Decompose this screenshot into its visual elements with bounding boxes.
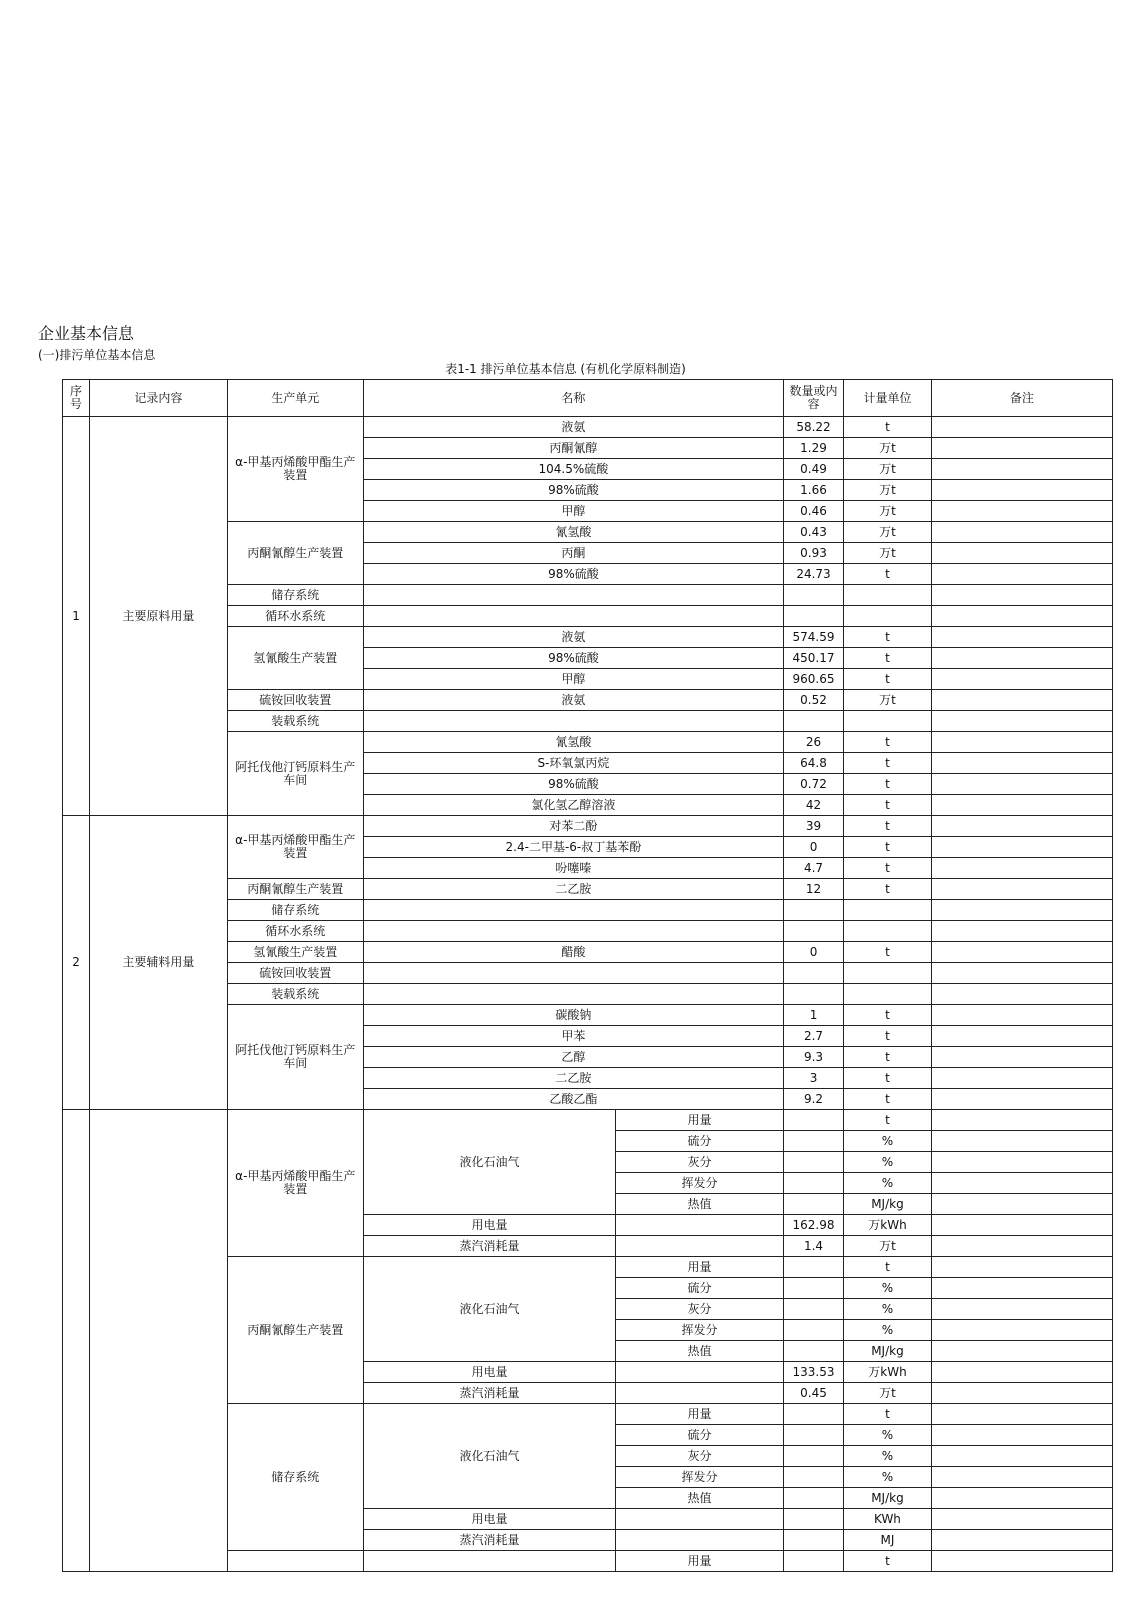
production-unit: 丙酮氰醇生产装置 (227, 1257, 363, 1404)
measure-unit-cell: t (844, 795, 931, 816)
section-subtitle: (一)排污单位基本信息 (38, 348, 156, 362)
section-seq: 2 (63, 816, 90, 1110)
info-table (62, 379, 1113, 1572)
measure-unit-cell: t (844, 1551, 931, 1572)
remark-cell (931, 1131, 1112, 1152)
fuel-name: 液化石油气 (364, 1257, 616, 1362)
quantity-cell: 574.59 (783, 627, 843, 648)
measure-unit-cell: 万t (844, 522, 931, 543)
material-name (364, 921, 784, 942)
measure-unit-cell: % (844, 1173, 931, 1194)
fuel-item: 用量 (616, 1551, 784, 1572)
remark-cell (931, 1551, 1112, 1572)
remark-cell (931, 1152, 1112, 1173)
quantity-cell (783, 984, 843, 1005)
measure-unit-cell: t (844, 1089, 931, 1110)
quantity-cell: 2.7 (783, 1026, 843, 1047)
remark-cell (931, 1005, 1112, 1026)
quantity-cell (783, 1446, 843, 1467)
quantity-cell: 64.8 (783, 753, 843, 774)
quantity-cell: 0.49 (783, 459, 843, 480)
remark-cell (931, 1215, 1112, 1236)
quantity-cell (783, 1299, 843, 1320)
section-record: 主要辅料用量 (90, 816, 227, 1110)
remark-cell (931, 1509, 1112, 1530)
remark-cell (931, 1110, 1112, 1131)
table-row (63, 417, 1113, 438)
measure-unit-cell: 万kWh (844, 1362, 931, 1383)
measure-unit-cell: t (844, 732, 931, 753)
material-name (364, 984, 784, 1005)
measure-unit-cell: t (844, 879, 931, 900)
table-row (63, 816, 1113, 837)
material-name: 甲醇 (364, 501, 784, 522)
page-title: 企业基本信息 (38, 324, 135, 343)
quantity-cell: 0.43 (783, 522, 843, 543)
measure-unit-cell: 万t (844, 543, 931, 564)
remark-cell (931, 795, 1112, 816)
quantity-cell: 162.98 (783, 1215, 843, 1236)
material-name: 丙酮氰醇 (364, 438, 784, 459)
material-name: 甲醇 (364, 669, 784, 690)
fuel-item: 硫分 (616, 1278, 784, 1299)
production-unit: 储存系统 (227, 585, 363, 606)
quantity-cell: 0.93 (783, 543, 843, 564)
fuel-item: 挥发分 (616, 1467, 784, 1488)
measure-unit-cell (844, 984, 931, 1005)
remark-cell (931, 1530, 1112, 1551)
material-name (364, 711, 784, 732)
remark-cell (931, 1026, 1112, 1047)
quantity-cell (783, 1341, 843, 1362)
material-name: 对苯二酚 (364, 816, 784, 837)
remark-cell (931, 1362, 1112, 1383)
remark-cell (931, 606, 1112, 627)
section-record: 主要原料用量 (90, 417, 227, 816)
remark-cell (931, 879, 1112, 900)
quantity-cell: 58.22 (783, 417, 843, 438)
remark-cell (931, 900, 1112, 921)
quantity-cell: 1.4 (783, 1236, 843, 1257)
energy-item: 用电量 (364, 1215, 616, 1236)
measure-unit-cell: t (844, 837, 931, 858)
fuel-item: 灰分 (616, 1299, 784, 1320)
energy-item-blank (616, 1362, 784, 1383)
material-name: 98%硫酸 (364, 774, 784, 795)
production-unit: 阿托伐他汀钙原料生产车间 (227, 732, 363, 816)
remark-cell (931, 837, 1112, 858)
measure-unit-cell: t (844, 858, 931, 879)
quantity-cell: 0.46 (783, 501, 843, 522)
fuel-item: 硫分 (616, 1425, 784, 1446)
quantity-cell (783, 963, 843, 984)
remark-cell (931, 1446, 1112, 1467)
quantity-cell (783, 1152, 843, 1173)
quantity-cell: 1.29 (783, 438, 843, 459)
fuel-item: 热值 (616, 1194, 784, 1215)
measure-unit-cell: t (844, 627, 931, 648)
production-unit (227, 1551, 363, 1572)
remark-cell (931, 1194, 1112, 1215)
energy-item-blank (616, 1509, 784, 1530)
fuel-item: 用量 (616, 1404, 784, 1425)
quantity-cell (783, 585, 843, 606)
material-name: 二乙胺 (364, 1068, 784, 1089)
remark-cell (931, 1089, 1112, 1110)
fuel-item: 热值 (616, 1488, 784, 1509)
material-name: 液氨 (364, 627, 784, 648)
production-unit: 储存系统 (227, 1404, 363, 1551)
energy-item-blank (616, 1383, 784, 1404)
measure-unit-cell: 万t (844, 1383, 931, 1404)
measure-unit-cell (844, 900, 931, 921)
quantity-cell: 39 (783, 816, 843, 837)
measure-unit-cell: t (844, 417, 931, 438)
measure-unit-cell: KWh (844, 1509, 931, 1530)
remark-cell (931, 1299, 1112, 1320)
remark-cell (931, 1488, 1112, 1509)
header-seq: 序号 (63, 380, 90, 417)
production-unit: 氢氰酸生产装置 (227, 627, 363, 690)
measure-unit-cell: t (844, 1257, 931, 1278)
energy-item: 用电量 (364, 1509, 616, 1530)
fuel-item: 用量 (616, 1110, 784, 1131)
energy-item: 用电量 (364, 1362, 616, 1383)
energy-item: 蒸汽消耗量 (364, 1236, 616, 1257)
section-seq: 1 (63, 417, 90, 816)
measure-unit-cell: t (844, 1026, 931, 1047)
material-name: 醋酸 (364, 942, 784, 963)
remark-cell (931, 711, 1112, 732)
quantity-cell (783, 606, 843, 627)
section-seq (63, 1110, 90, 1572)
remark-cell (931, 1341, 1112, 1362)
material-name: 液氨 (364, 417, 784, 438)
remark-cell (931, 627, 1112, 648)
page-bottom-edge (0, 1595, 1131, 1600)
quantity-cell: 0 (783, 942, 843, 963)
header-unit: 生产单元 (227, 380, 363, 417)
measure-unit-cell: % (844, 1467, 931, 1488)
measure-unit-cell (844, 921, 931, 942)
remark-cell (931, 1320, 1112, 1341)
measure-unit-cell: t (844, 1404, 931, 1425)
measure-unit-cell: MJ/kg (844, 1341, 931, 1362)
measure-unit-cell: % (844, 1446, 931, 1467)
measure-unit-cell: 万t (844, 690, 931, 711)
quantity-cell (783, 1551, 843, 1572)
remark-cell (931, 648, 1112, 669)
fuel-name: 液化石油气 (364, 1110, 616, 1215)
remark-cell (931, 417, 1112, 438)
energy-item-blank (616, 1530, 784, 1551)
measure-unit-cell: t (844, 1047, 931, 1068)
remark-cell (931, 1467, 1112, 1488)
remark-cell (931, 732, 1112, 753)
measure-unit-cell: % (844, 1131, 931, 1152)
energy-item: 蒸汽消耗量 (364, 1383, 616, 1404)
measure-unit-cell (844, 606, 931, 627)
quantity-cell: 26 (783, 732, 843, 753)
material-name: 丙酮 (364, 543, 784, 564)
production-unit: 硫铵回收装置 (227, 690, 363, 711)
production-unit: 储存系统 (227, 900, 363, 921)
measure-unit-cell: % (844, 1320, 931, 1341)
quantity-cell: 0.52 (783, 690, 843, 711)
material-name: 乙酸乙酯 (364, 1089, 784, 1110)
material-name: 98%硫酸 (364, 648, 784, 669)
quantity-cell (783, 1173, 843, 1194)
remark-cell (931, 459, 1112, 480)
quantity-cell (783, 1425, 843, 1446)
measure-unit-cell: MJ/kg (844, 1194, 931, 1215)
header-measure: 计量单位 (844, 380, 931, 417)
production-unit: 循环水系统 (227, 606, 363, 627)
fuel-item: 硫分 (616, 1131, 784, 1152)
remark-cell (931, 858, 1112, 879)
quantity-cell: 9.2 (783, 1089, 843, 1110)
remark-cell (931, 753, 1112, 774)
measure-unit-cell: t (844, 942, 931, 963)
table-caption: 表1-1 排污单位基本信息 (有机化学原料制造) (445, 362, 686, 376)
quantity-cell: 0.72 (783, 774, 843, 795)
production-unit: 循环水系统 (227, 921, 363, 942)
remark-cell (931, 564, 1112, 585)
remark-cell (931, 942, 1112, 963)
measure-unit-cell: t (844, 816, 931, 837)
quantity-cell (783, 1257, 843, 1278)
quantity-cell: 3 (783, 1068, 843, 1089)
quantity-cell (783, 711, 843, 732)
material-name: 液氨 (364, 690, 784, 711)
measure-unit-cell: t (844, 1005, 931, 1026)
quantity-cell: 0 (783, 837, 843, 858)
measure-unit-cell: t (844, 753, 931, 774)
measure-unit-cell (844, 585, 931, 606)
quantity-cell: 12 (783, 879, 843, 900)
remark-cell (931, 522, 1112, 543)
measure-unit-cell: t (844, 564, 931, 585)
remark-cell (931, 543, 1112, 564)
production-unit: 装载系统 (227, 711, 363, 732)
material-name: 氯化氢乙醇溶液 (364, 795, 784, 816)
fuel-item: 热值 (616, 1341, 784, 1362)
measure-unit-cell: % (844, 1425, 931, 1446)
quantity-cell (783, 921, 843, 942)
remark-cell (931, 585, 1112, 606)
quantity-cell: 450.17 (783, 648, 843, 669)
measure-unit-cell: 万t (844, 1236, 931, 1257)
quantity-cell (783, 1320, 843, 1341)
quantity-cell: 4.7 (783, 858, 843, 879)
remark-cell (931, 1173, 1112, 1194)
material-name (364, 900, 784, 921)
quantity-cell: 1 (783, 1005, 843, 1026)
quantity-cell: 0.45 (783, 1383, 843, 1404)
remark-cell (931, 921, 1112, 942)
table-body (63, 417, 1113, 1572)
fuel-item: 挥发分 (616, 1173, 784, 1194)
material-name: 2.4-二甲基-6-叔丁基苯酚 (364, 837, 784, 858)
header-record: 记录内容 (90, 380, 227, 417)
measure-unit-cell (844, 711, 931, 732)
measure-unit-cell: t (844, 1110, 931, 1131)
quantity-cell (783, 1467, 843, 1488)
material-name: 氰氢酸 (364, 522, 784, 543)
quantity-cell: 9.3 (783, 1047, 843, 1068)
quantity-cell (783, 1194, 843, 1215)
fuel-name: 液化石油气 (364, 1404, 616, 1509)
quantity-cell (783, 1278, 843, 1299)
measure-unit-cell: t (844, 669, 931, 690)
production-unit: α-甲基丙烯酸甲酯生产装置 (227, 1110, 363, 1257)
remark-cell (931, 438, 1112, 459)
table-row (63, 1110, 1113, 1131)
remark-cell (931, 1047, 1112, 1068)
material-name: 104.5%硫酸 (364, 459, 784, 480)
production-unit: 装载系统 (227, 984, 363, 1005)
material-name (364, 606, 784, 627)
remark-cell (931, 501, 1112, 522)
production-unit: 阿托伐他汀钙原料生产车间 (227, 1005, 363, 1110)
remark-cell (931, 1257, 1112, 1278)
remark-cell (931, 1383, 1112, 1404)
measure-unit-cell: % (844, 1152, 931, 1173)
production-unit: α-甲基丙烯酸甲酯生产装置 (227, 417, 363, 522)
table-header-row (63, 380, 1113, 417)
measure-unit-cell: % (844, 1299, 931, 1320)
material-name: 吩噻嗪 (364, 858, 784, 879)
quantity-cell: 24.73 (783, 564, 843, 585)
material-name: 98%硫酸 (364, 564, 784, 585)
remark-cell (931, 669, 1112, 690)
energy-item-blank (616, 1215, 784, 1236)
remark-cell (931, 1404, 1112, 1425)
material-name: 乙醇 (364, 1047, 784, 1068)
production-unit: 硫铵回收装置 (227, 963, 363, 984)
material-name (364, 963, 784, 984)
quantity-cell (783, 1110, 843, 1131)
remark-cell (931, 774, 1112, 795)
measure-unit-cell: 万t (844, 501, 931, 522)
material-name: 甲苯 (364, 1026, 784, 1047)
energy-item: 蒸汽消耗量 (364, 1530, 616, 1551)
material-name: 氰氢酸 (364, 732, 784, 753)
remark-cell (931, 1236, 1112, 1257)
material-name: S-环氧氯丙烷 (364, 753, 784, 774)
production-unit: α-甲基丙烯酸甲酯生产装置 (227, 816, 363, 879)
quantity-cell: 42 (783, 795, 843, 816)
fuel-item: 挥发分 (616, 1320, 784, 1341)
measure-unit-cell: t (844, 774, 931, 795)
quantity-cell (783, 1509, 843, 1530)
material-name: 碳酸钠 (364, 1005, 784, 1026)
material-name: 二乙胺 (364, 879, 784, 900)
material-name: 98%硫酸 (364, 480, 784, 501)
quantity-cell: 960.65 (783, 669, 843, 690)
measure-unit-cell: t (844, 1068, 931, 1089)
remark-cell (931, 480, 1112, 501)
header-remark: 备注 (931, 380, 1112, 417)
quantity-cell (783, 1131, 843, 1152)
quantity-cell (783, 1488, 843, 1509)
remark-cell (931, 963, 1112, 984)
quantity-cell: 1.66 (783, 480, 843, 501)
fuel-item: 灰分 (616, 1152, 784, 1173)
remark-cell (931, 690, 1112, 711)
remark-cell (931, 816, 1112, 837)
measure-unit-cell: t (844, 648, 931, 669)
production-unit: 丙酮氰醇生产装置 (227, 522, 363, 585)
measure-unit-cell: 万t (844, 480, 931, 501)
measure-unit-cell: MJ/kg (844, 1488, 931, 1509)
measure-unit-cell: 万t (844, 438, 931, 459)
measure-unit-cell: 万kWh (844, 1215, 931, 1236)
measure-unit-cell: % (844, 1278, 931, 1299)
measure-unit-cell (844, 963, 931, 984)
header-qty: 数量或内容 (783, 380, 843, 417)
quantity-cell (783, 1404, 843, 1425)
measure-unit-cell: 万t (844, 459, 931, 480)
remark-cell (931, 1425, 1112, 1446)
quantity-cell (783, 900, 843, 921)
remark-cell (931, 1068, 1112, 1089)
quantity-cell: 133.53 (783, 1362, 843, 1383)
remark-cell (931, 984, 1112, 1005)
measure-unit-cell: MJ (844, 1530, 931, 1551)
fuel-name (364, 1551, 616, 1572)
energy-item-blank (616, 1236, 784, 1257)
remark-cell (931, 1278, 1112, 1299)
production-unit: 丙酮氰醇生产装置 (227, 879, 363, 900)
production-unit: 氢氰酸生产装置 (227, 942, 363, 963)
fuel-item: 灰分 (616, 1446, 784, 1467)
fuel-item: 用量 (616, 1257, 784, 1278)
header-name: 名称 (364, 380, 784, 417)
material-name (364, 585, 784, 606)
quantity-cell (783, 1530, 843, 1551)
section-record (90, 1110, 227, 1572)
